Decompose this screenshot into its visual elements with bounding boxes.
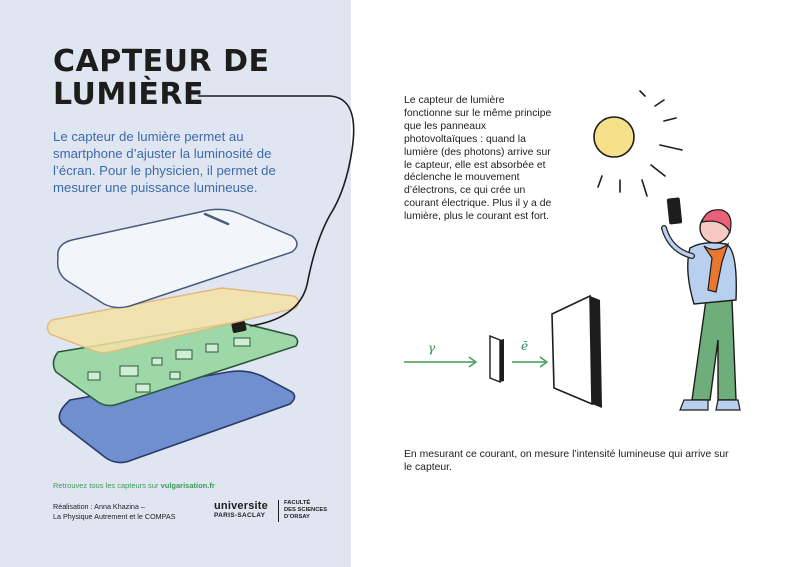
website-note [53,481,215,490]
university-logo [214,500,284,520]
website-link[interactable]: vulgarisation.fr [160,481,215,490]
photon-symbol: γ [428,341,436,355]
logo-divider [278,500,279,522]
sun-icon [594,91,682,196]
university-logo-line-1: universite [214,500,268,512]
title-line-2: LUMIÈRE [53,77,205,112]
conclusion-paragraph: En mesurant ce courant, on mesure l’intensité lumineuse qui arrive sur le capteur. [404,449,729,473]
explanation-paragraph: Le capteur de lumière fonctionne sur le même principe que les panneaux photovoltaïques : quand la lumière (des photons) arrive sur le capteur, elle est absorbée et déclenche le mouvement d’électrons, ce qui crée un courant électrique. Plus il y a de lumière, plus le courant est fort. [404,95,552,223]
intro-paragraph: Le capteur de lumière permet au smartphone d’ajuster la luminosité de l’écran. Pour le physicien, il permet de mesurer une puissance lumineuse. [53,129,276,195]
university-logo-line-2: PARIS-SACLAY [214,512,266,519]
credits [53,502,176,522]
faculty-logo-line-3: D’ORSAY [284,514,310,520]
electron-symbol: ē [521,339,529,353]
person-with-phone-illustration [664,197,740,410]
website-note-prefix: Retrouvez tous les capteurs sur [53,481,161,490]
phone-exploded-illustration [47,209,298,462]
phone-in-hand-icon [667,197,683,224]
faculty-logo-line-1: FACULTÉ [284,500,311,506]
faculty-logo-line-2: DES SCIENCES [284,507,328,513]
large-collector-plate [552,296,592,404]
faculty-logo [284,500,344,521]
credit-line-2: La Physique Autrement et le COMPAS [53,512,176,521]
credit-line-1: Réalisation : Anna Khazina – [53,502,145,511]
title-line-1: CAPTEUR DE [53,44,270,79]
page-title [53,45,269,111]
small-sensor-plate [490,336,500,382]
